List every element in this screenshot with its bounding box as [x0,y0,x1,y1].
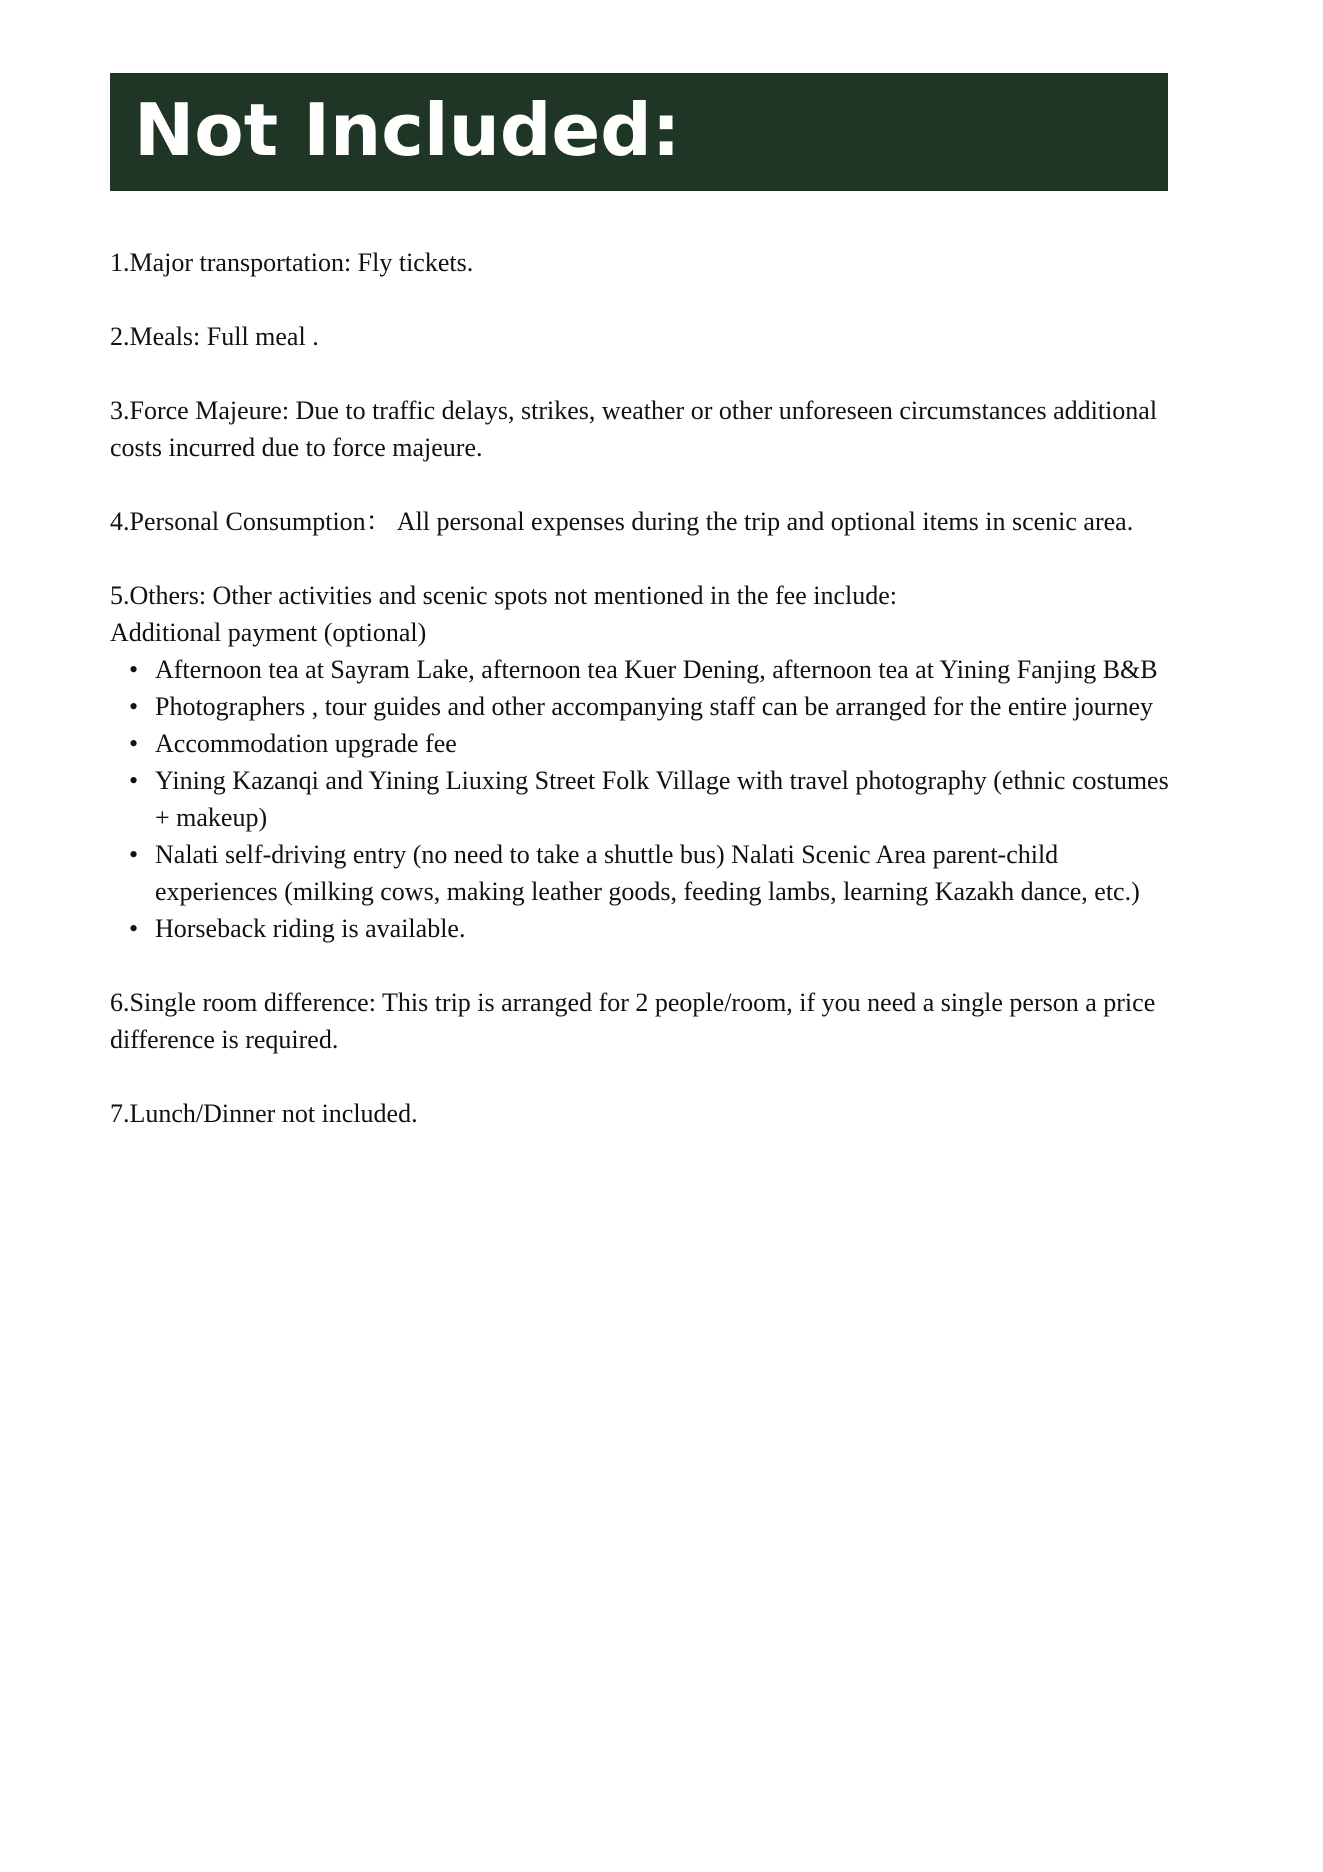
item-personal-consumption: 4.Personal Consumption： All personal expenses during the trip and optional items in scenic area. [110,507,1134,536]
item-others-subtitle: Additional payment (optional) [110,618,427,647]
item-lunch-dinner: 7.Lunch/Dinner not included. [110,1099,418,1128]
header-banner [110,73,1168,191]
item-transportation: 1.Major transportation: Fly tickets. [110,248,474,277]
bullet-icon: • [129,766,139,795]
list-item [129,910,1170,947]
not-included-list [110,244,1170,1169]
item-force-majeure: 3.Force Majeure: Due to traffic delays, strikes, weather or other unforeseen circumstances additional costs incurred due to force majeure. [110,396,1158,462]
bullet-icon: • [129,655,139,684]
item-others-title: 5.Others: Other activities and scenic spots not mentioned in the fee include: [110,581,898,610]
list-item-text: Photographers , tour guides and other accompanying staff can be arranged for the entire journey [155,692,1154,721]
list-item-text: Horseback riding is available. [155,914,466,943]
list-item [129,651,1170,688]
list-item-text: Afternoon tea at Sayram Lake, afternoon tea Kuer Dening, afternoon tea at Yining Fanjing B&B [155,655,1158,684]
list-item [129,836,1170,910]
item-meals: 2.Meals: Full meal . [110,322,319,351]
list-item [129,725,1170,762]
item-single-room-difference: 6.Single room difference: This trip is arranged for 2 people/room, if you need a single person a price difference is required. [110,988,1156,1054]
bullet-icon: • [129,840,139,869]
bullet-icon: • [129,914,139,943]
list-item-text: Yining Kazanqi and Yining Liuxing Street Folk Village with travel photography (ethnic costumes + makeup) [155,766,1169,832]
bullet-icon: • [129,729,139,758]
list-item [129,762,1170,836]
bullet-icon: • [129,692,139,721]
optional-items-list [110,651,1170,947]
list-item-text: Accommodation upgrade fee [155,729,457,758]
page-title: Not Included: [134,88,681,172]
list-item [129,688,1170,725]
list-item-text: Nalati self-driving entry (no need to take a shuttle bus) Nalati Scenic Area parent-child experiences (milking cows, making leather goods, feeding lambs, learning Kazakh dance, etc.) [155,840,1140,906]
